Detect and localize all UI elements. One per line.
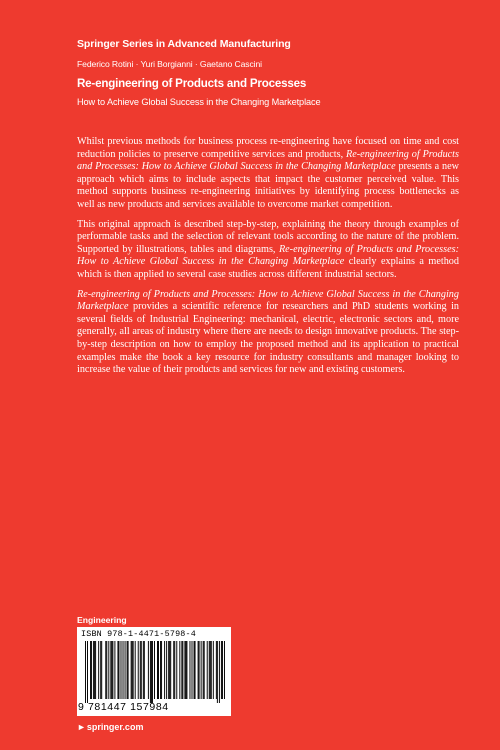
barcode-bar xyxy=(157,641,158,699)
barcode-bar xyxy=(160,641,161,699)
barcode-bar xyxy=(158,641,159,699)
barcode-bar xyxy=(141,641,142,699)
barcode-bar xyxy=(204,641,205,699)
description-text: This original approach is described step-by-step, explaining the theory through examples of performable tasks and the selection of relevant tools according to the nature of the problem. Supported by illustrations, tables and diagrams, xyxy=(77,218,459,255)
barcode-bar xyxy=(123,641,124,699)
barcode-bar xyxy=(222,641,223,699)
barcode-bar xyxy=(219,641,220,703)
barcode-bar xyxy=(211,641,212,699)
barcode-bar xyxy=(127,641,128,699)
barcode-bar xyxy=(213,641,214,699)
barcode-bar xyxy=(154,641,155,699)
barcode-bar xyxy=(133,641,134,699)
barcode-bar xyxy=(203,641,204,699)
barcode-bar xyxy=(94,641,95,699)
barcode-bar xyxy=(125,641,126,699)
barcode-bar xyxy=(135,641,136,699)
barcode-bar xyxy=(150,641,151,703)
barcode-bar xyxy=(101,641,102,699)
barcode-bar xyxy=(131,641,132,699)
barcode-bar xyxy=(164,641,165,699)
barcode-bar xyxy=(182,641,183,699)
barcode-bar xyxy=(108,641,109,699)
barcode-bar xyxy=(100,641,101,699)
barcode-bar xyxy=(198,641,199,699)
barcode-bar xyxy=(186,641,187,699)
barcode-bar xyxy=(148,641,149,699)
barcode-digits: 9 781447 157984 xyxy=(78,701,169,713)
barcode-bar xyxy=(152,641,153,703)
barcode-bar xyxy=(166,641,167,699)
barcode-bar xyxy=(112,641,113,699)
barcode-bar xyxy=(176,641,177,699)
barcode-bar xyxy=(138,641,139,699)
barcode-bar xyxy=(117,641,118,699)
book-description xyxy=(77,136,459,384)
barcode-bar xyxy=(224,641,225,699)
authors: Federico Rotini · Yuri Borgianni · Gaetano Cascini xyxy=(77,59,262,69)
description-paragraph-1 xyxy=(77,136,459,212)
barcode-bar xyxy=(91,641,92,699)
barcode-bar xyxy=(118,641,119,699)
barcode-bar xyxy=(87,641,88,703)
arrow-icon: ► xyxy=(77,722,86,732)
barcode-bar xyxy=(85,641,86,703)
series-name: Springer Series in Advanced Manufacturing xyxy=(77,38,291,50)
barcode-bar xyxy=(201,641,202,699)
barcode-bar xyxy=(181,641,182,699)
barcode-bar xyxy=(195,641,196,699)
barcode-bar xyxy=(169,641,170,699)
barcode-bar xyxy=(161,641,162,699)
barcode-bar xyxy=(184,641,185,699)
barcode-bar xyxy=(199,641,200,699)
barcode-bar xyxy=(194,641,195,699)
website-label: springer.com xyxy=(86,722,144,732)
barcode-bar xyxy=(174,641,175,699)
barcode-bar xyxy=(170,641,171,699)
barcode-bar xyxy=(221,641,222,699)
barcode-bar xyxy=(93,641,94,699)
book-title-italic: Re-engineering of Products and Processes: How to Achieve Global Success in the Changing Marketplace xyxy=(77,148,459,173)
barcode-bar xyxy=(179,641,180,699)
barcode-bar xyxy=(168,641,169,699)
book-title-italic: Re-engineering of Products and Processes: How to Achieve Global Success in the Changing Marketplace xyxy=(77,243,459,268)
barcode-bar xyxy=(105,641,106,699)
barcode-bar xyxy=(128,641,129,699)
barcode-bar xyxy=(132,641,133,699)
barcode-icon xyxy=(85,641,225,703)
barcode-bar xyxy=(189,641,190,699)
description-paragraph-2 xyxy=(77,219,459,282)
description-text: Whilst previous methods for business process re-engineering have focused on time and cost reduction policies to preserve competitive services and products, xyxy=(77,136,459,160)
barcode-bar xyxy=(98,641,99,699)
barcode-bar xyxy=(140,641,141,699)
barcode-bar xyxy=(143,641,144,699)
isbn-label: ISBN 978-1-4471-5798-4 xyxy=(81,629,196,639)
barcode-bar xyxy=(144,641,145,699)
barcode-bar xyxy=(192,641,193,699)
barcode-bar xyxy=(210,641,211,699)
barcode-panel xyxy=(77,627,231,716)
description-text: presents a new approach which aims to include aspects that impact the customer perceived value. This method supports business re-engineering initiatives by identifying process bottlenecks as well as new products and services available to overcome market competition. xyxy=(77,161,459,210)
book-subtitle: How to Achieve Global Success in the Changing Marketplace xyxy=(77,97,321,107)
barcode-bar xyxy=(95,641,96,699)
description-text: clearly explains a method which is then applied to several case studies across different industrial sectors. xyxy=(77,256,459,280)
barcode-bar xyxy=(151,641,152,703)
barcode-bar xyxy=(111,641,112,699)
description-text: provides a scientific reference for researchers and PhD students working in several fields of Industrial Engineering: mechanical, electric, electronic sectors and, more generally, all areas of industry where there are needs to design innovative products. The step-by-step description on how to employ the proposed method and its application to practical examples make the book a key resource for industry consultants and manager looking to increase the value of their products and services for new and existing customers. xyxy=(77,301,459,376)
barcode-bar xyxy=(90,641,91,699)
description-paragraph-3 xyxy=(77,289,459,377)
barcode-bar xyxy=(110,641,111,699)
barcode-bar xyxy=(207,641,208,699)
barcode-bar xyxy=(106,641,107,699)
subject-category: Engineering xyxy=(77,615,127,625)
book-title-italic: Re-engineering of Products and Processes: How to Achieve Global Success in the Changing Marketplace xyxy=(77,288,459,313)
book-title: Re-engineering of Products and Processes xyxy=(77,77,307,90)
barcode-bar xyxy=(209,641,210,699)
barcode-bar xyxy=(216,641,217,699)
barcode-bar xyxy=(185,641,186,699)
publisher-website[interactable] xyxy=(77,722,143,732)
barcode-bar xyxy=(173,641,174,699)
barcode-bar xyxy=(217,641,218,703)
barcode-bar xyxy=(114,641,115,699)
barcode-bar xyxy=(121,641,122,699)
